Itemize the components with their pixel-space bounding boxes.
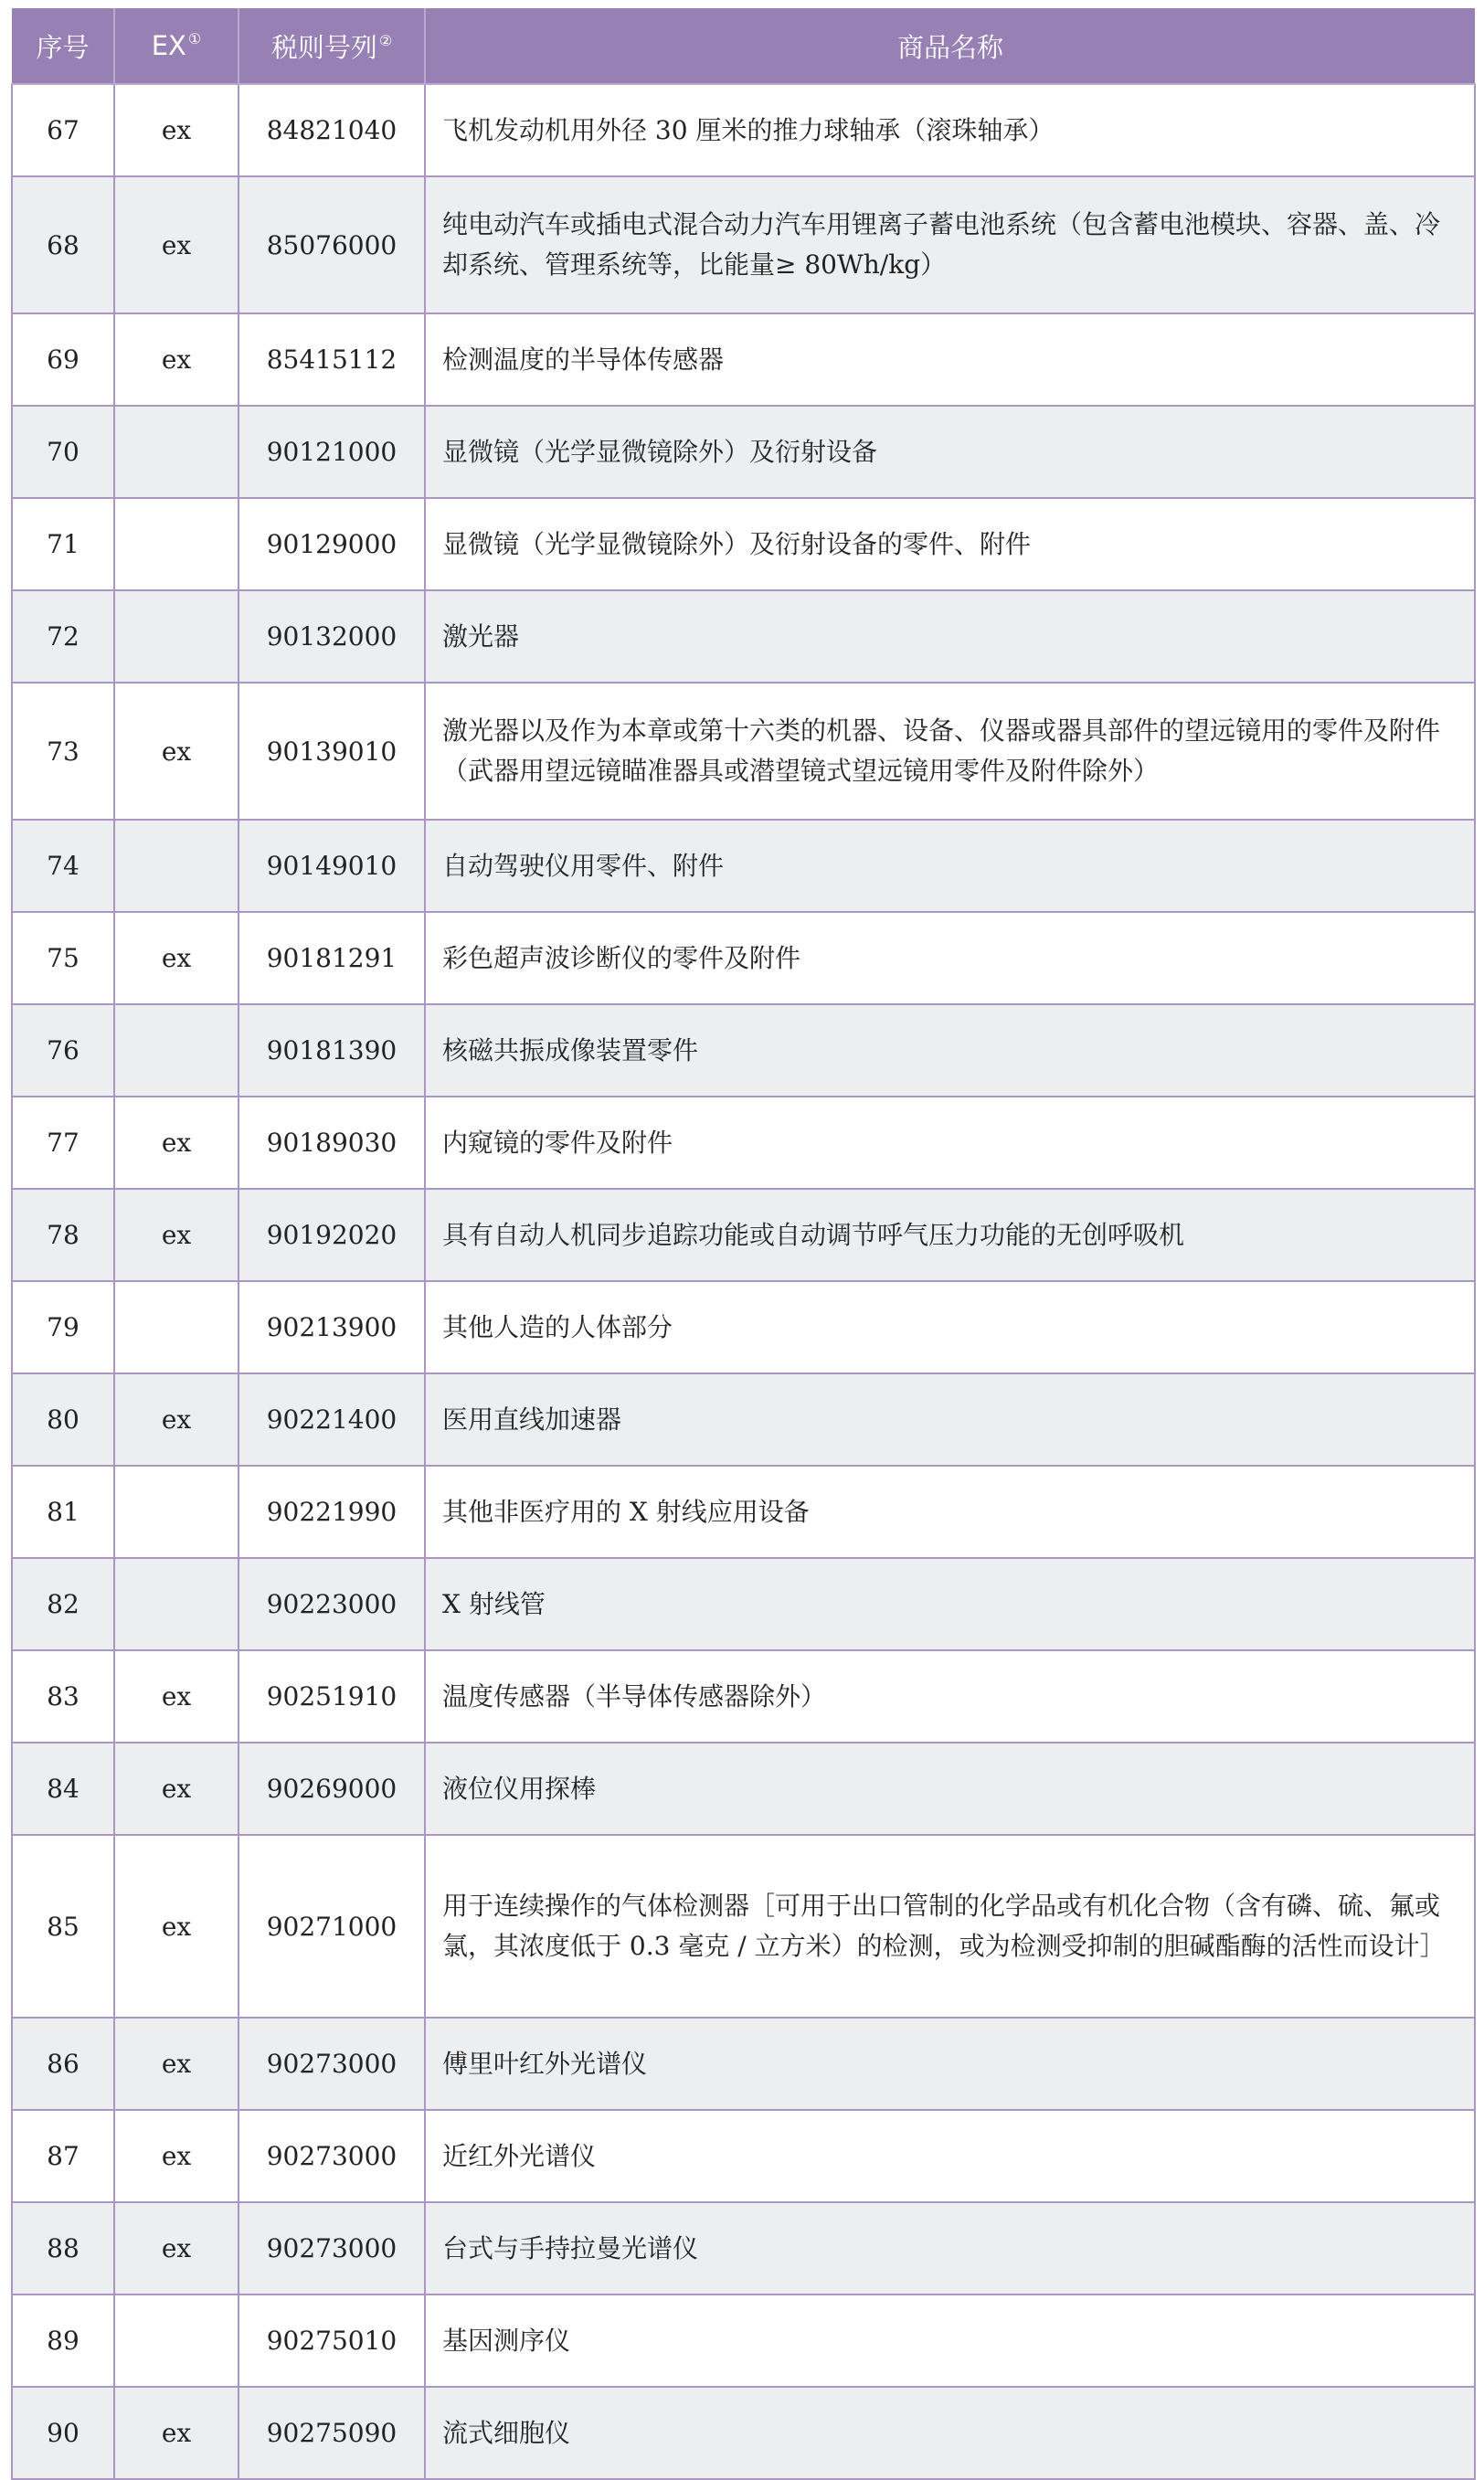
cell-ex bbox=[114, 1466, 238, 1558]
table-row bbox=[12, 84, 1475, 176]
cell-ex: ex bbox=[114, 1743, 238, 1835]
cell-tariff-code: 90271000 bbox=[238, 1835, 425, 2018]
table-row bbox=[12, 2387, 1475, 2479]
cell-product-name: 核磁共振成像装置零件 bbox=[425, 1004, 1475, 1097]
cell-tariff-code: 90273000 bbox=[238, 2110, 425, 2202]
table-header bbox=[12, 8, 1475, 84]
cell-ex: ex bbox=[114, 1373, 238, 1466]
table-row bbox=[12, 406, 1475, 498]
cell-tariff-code: 85076000 bbox=[238, 176, 425, 313]
cell-product-name: 彩色超声波诊断仪的零件及附件 bbox=[425, 912, 1475, 1004]
cell-ex: ex bbox=[114, 1097, 238, 1189]
cell-tariff-code: 90189030 bbox=[238, 1097, 425, 1189]
cell-tariff-code: 84821040 bbox=[238, 84, 425, 176]
cell-seq: 86 bbox=[12, 2018, 114, 2110]
cell-product-name: 激光器 bbox=[425, 590, 1475, 683]
cell-ex: ex bbox=[114, 84, 238, 176]
cell-tariff-code: 90149010 bbox=[238, 820, 425, 912]
cell-ex: ex bbox=[114, 1189, 238, 1281]
cell-seq: 80 bbox=[12, 1373, 114, 1466]
cell-tariff-code: 90181390 bbox=[238, 1004, 425, 1097]
cell-product-name: 其他人造的人体部分 bbox=[425, 1281, 1475, 1373]
header-tariff-label: 税则号列 bbox=[270, 31, 377, 63]
table-row bbox=[12, 2202, 1475, 2295]
cell-product-name: 台式与手持拉曼光谱仪 bbox=[425, 2202, 1475, 2295]
header-name-label: 商品名称 bbox=[896, 31, 1003, 63]
cell-ex: ex bbox=[114, 2110, 238, 2202]
table-body bbox=[12, 84, 1475, 2479]
cell-ex bbox=[114, 2295, 238, 2387]
table-row bbox=[12, 590, 1475, 683]
cell-product-name: 飞机发动机用外径 30 厘米的推力球轴承（滚珠轴承） bbox=[425, 84, 1475, 176]
cell-seq: 82 bbox=[12, 1558, 114, 1650]
cell-seq: 67 bbox=[12, 84, 114, 176]
cell-tariff-code: 90221990 bbox=[238, 1466, 425, 1558]
cell-seq: 89 bbox=[12, 2295, 114, 2387]
table-row bbox=[12, 1466, 1475, 1558]
cell-ex bbox=[114, 820, 238, 912]
cell-ex bbox=[114, 1558, 238, 1650]
cell-product-name: 具有自动人机同步追踪功能或自动调节呼气压力功能的无创呼吸机 bbox=[425, 1189, 1475, 1281]
cell-seq: 83 bbox=[12, 1650, 114, 1743]
tariff-table-container bbox=[11, 8, 1474, 2480]
cell-tariff-code: 90273000 bbox=[238, 2202, 425, 2295]
cell-product-name: 自动驾驶仪用零件、附件 bbox=[425, 820, 1475, 912]
cell-product-name: 其他非医疗用的 X 射线应用设备 bbox=[425, 1466, 1475, 1558]
cell-tariff-code: 90181291 bbox=[238, 912, 425, 1004]
table-row bbox=[12, 1097, 1475, 1189]
cell-tariff-code: 90121000 bbox=[238, 406, 425, 498]
cell-ex bbox=[114, 1004, 238, 1097]
table-row bbox=[12, 176, 1475, 313]
table-row bbox=[12, 498, 1475, 590]
cell-ex: ex bbox=[114, 912, 238, 1004]
cell-seq: 84 bbox=[12, 1743, 114, 1835]
cell-seq: 70 bbox=[12, 406, 114, 498]
cell-seq: 78 bbox=[12, 1189, 114, 1281]
header-seq bbox=[12, 8, 114, 84]
cell-ex: ex bbox=[114, 1650, 238, 1743]
cell-seq: 90 bbox=[12, 2387, 114, 2479]
cell-seq: 87 bbox=[12, 2110, 114, 2202]
header-tariff-footnote: ② bbox=[378, 31, 393, 49]
cell-tariff-code: 90213900 bbox=[238, 1281, 425, 1373]
cell-product-name: 液位仪用探棒 bbox=[425, 1743, 1475, 1835]
cell-tariff-code: 90275090 bbox=[238, 2387, 425, 2479]
table-row bbox=[12, 2110, 1475, 2202]
cell-ex: ex bbox=[114, 313, 238, 406]
cell-tariff-code: 90132000 bbox=[238, 590, 425, 683]
cell-product-name: 用于连续操作的气体检测器［可用于出口管制的化学品或有机化合物（含有磷、硫、氟或氯，其浓度低于 0.3 毫克 / 立方米）的检测，或为检测受抑制的胆碱酯酶的活性而设计］ bbox=[425, 1835, 1475, 2018]
cell-product-name: 温度传感器（半导体传感器除外） bbox=[425, 1650, 1475, 1743]
cell-ex: ex bbox=[114, 2387, 238, 2479]
table-row bbox=[12, 313, 1475, 406]
cell-product-name: 流式细胞仪 bbox=[425, 2387, 1475, 2479]
cell-seq: 81 bbox=[12, 1466, 114, 1558]
header-seq-label: 序号 bbox=[36, 31, 90, 63]
cell-seq: 69 bbox=[12, 313, 114, 406]
cell-product-name: 医用直线加速器 bbox=[425, 1373, 1475, 1466]
table-row bbox=[12, 2018, 1475, 2110]
cell-ex bbox=[114, 406, 238, 498]
cell-ex: ex bbox=[114, 2202, 238, 2295]
cell-product-name: 纯电动汽车或插电式混合动力汽车用锂离子蓄电池系统（包含蓄电池模块、容器、盖、冷却系统、管理系统等，比能量≥ 80Wh/kg） bbox=[425, 176, 1475, 313]
table-row bbox=[12, 1281, 1475, 1373]
cell-ex: ex bbox=[114, 176, 238, 313]
cell-seq: 73 bbox=[12, 683, 114, 820]
cell-ex bbox=[114, 590, 238, 683]
table-row bbox=[12, 1189, 1475, 1281]
cell-seq: 76 bbox=[12, 1004, 114, 1097]
cell-product-name: 显微镜（光学显微镜除外）及衍射设备 bbox=[425, 406, 1475, 498]
cell-ex: ex bbox=[114, 1835, 238, 2018]
table-row bbox=[12, 1743, 1475, 1835]
cell-seq: 75 bbox=[12, 912, 114, 1004]
table-row bbox=[12, 1558, 1475, 1650]
cell-seq: 85 bbox=[12, 1835, 114, 2018]
cell-tariff-code: 90139010 bbox=[238, 683, 425, 820]
cell-tariff-code: 90192020 bbox=[238, 1189, 425, 1281]
cell-ex bbox=[114, 498, 238, 590]
cell-tariff-code: 90273000 bbox=[238, 2018, 425, 2110]
header-ex-footnote: ① bbox=[187, 30, 202, 48]
table-row bbox=[12, 912, 1475, 1004]
table-row bbox=[12, 1650, 1475, 1743]
cell-tariff-code: 90223000 bbox=[238, 1558, 425, 1650]
table-row bbox=[12, 820, 1475, 912]
table-row bbox=[12, 683, 1475, 820]
cell-product-name: 内窥镜的零件及附件 bbox=[425, 1097, 1475, 1189]
cell-seq: 68 bbox=[12, 176, 114, 313]
cell-ex: ex bbox=[114, 2018, 238, 2110]
table-row bbox=[12, 1373, 1475, 1466]
table-row bbox=[12, 2295, 1475, 2387]
cell-tariff-code: 90129000 bbox=[238, 498, 425, 590]
header-ex bbox=[114, 8, 238, 84]
cell-seq: 88 bbox=[12, 2202, 114, 2295]
cell-product-name: 显微镜（光学显微镜除外）及衍射设备的零件、附件 bbox=[425, 498, 1475, 590]
cell-tariff-code: 85415112 bbox=[238, 313, 425, 406]
cell-tariff-code: 90251910 bbox=[238, 1650, 425, 1743]
cell-product-name: 近红外光谱仪 bbox=[425, 2110, 1475, 2202]
table-row bbox=[12, 1004, 1475, 1097]
cell-tariff-code: 90275010 bbox=[238, 2295, 425, 2387]
cell-tariff-code: 90269000 bbox=[238, 1743, 425, 1835]
table-row bbox=[12, 1835, 1475, 2018]
cell-seq: 77 bbox=[12, 1097, 114, 1189]
cell-seq: 72 bbox=[12, 590, 114, 683]
cell-seq: 71 bbox=[12, 498, 114, 590]
cell-ex: ex bbox=[114, 683, 238, 820]
cell-product-name: 基因测序仪 bbox=[425, 2295, 1475, 2387]
header-tariff bbox=[238, 8, 425, 84]
cell-tariff-code: 90221400 bbox=[238, 1373, 425, 1466]
cell-product-name: 检测温度的半导体传感器 bbox=[425, 313, 1475, 406]
cell-ex bbox=[114, 1281, 238, 1373]
cell-seq: 79 bbox=[12, 1281, 114, 1373]
cell-product-name: X 射线管 bbox=[425, 1558, 1475, 1650]
cell-product-name: 傅里叶红外光谱仪 bbox=[425, 2018, 1475, 2110]
header-row bbox=[12, 8, 1475, 84]
header-ex-label: EX bbox=[151, 30, 186, 61]
cell-product-name: 激光器以及作为本章或第十六类的机器、设备、仪器或器具部件的望远镜用的零件及附件（武器用望远镜瞄准器具或潜望镜式望远镜用零件及附件除外） bbox=[425, 683, 1475, 820]
tariff-table bbox=[11, 8, 1476, 2480]
header-name bbox=[425, 8, 1475, 84]
cell-seq: 74 bbox=[12, 820, 114, 912]
